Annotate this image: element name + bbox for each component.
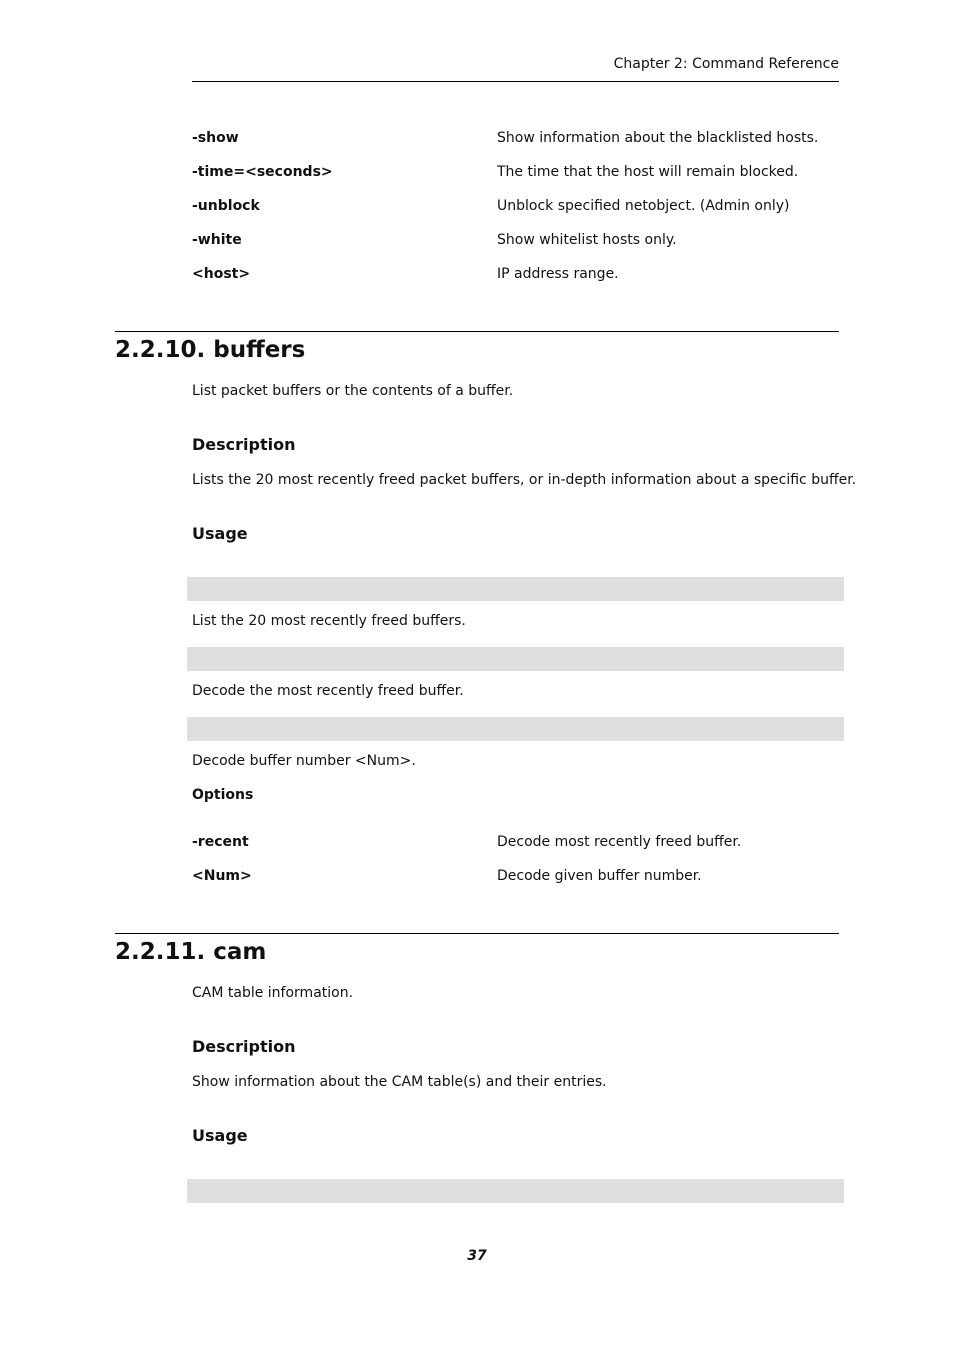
section-title-buffers: 2.2.10. buffers bbox=[115, 337, 306, 363]
buffers-summary: List packet buffers or the contents of a buffer. bbox=[192, 383, 514, 399]
option-description: Show whitelist hosts only. bbox=[497, 232, 677, 248]
option-description: The time that the host will remain blocked. bbox=[497, 164, 799, 180]
option-name: -show bbox=[192, 130, 239, 146]
page-number: 37 bbox=[467, 1248, 487, 1264]
cam-description-heading: Description bbox=[192, 1037, 296, 1056]
buffers-description: Lists the 20 most recently freed packet buffers, or in-depth information about a specific buffer. bbox=[192, 472, 857, 488]
section-divider bbox=[115, 331, 839, 332]
usage-code-block bbox=[187, 717, 844, 741]
buffers-description-heading: Description bbox=[192, 435, 296, 454]
option-name: <host> bbox=[192, 266, 251, 282]
option-description: IP address range. bbox=[497, 266, 619, 282]
option-name: -recent bbox=[192, 834, 249, 850]
option-description: Show information about the blacklisted hosts. bbox=[497, 130, 819, 146]
option-description: Decode most recently freed buffer. bbox=[497, 834, 742, 850]
usage-code-block bbox=[187, 1179, 844, 1203]
usage-code-block bbox=[187, 647, 844, 671]
usage-explanation: Decode the most recently freed buffer. bbox=[192, 683, 464, 699]
option-name: -white bbox=[192, 232, 242, 248]
option-name: -time=<seconds> bbox=[192, 164, 333, 180]
section-divider bbox=[115, 933, 839, 934]
section-title-cam: 2.2.11. cam bbox=[115, 939, 267, 965]
usage-explanation: List the 20 most recently freed buffers. bbox=[192, 613, 466, 629]
usage-explanation: Decode buffer number <Num>. bbox=[192, 753, 416, 769]
running-header bbox=[192, 55, 839, 82]
option-description: Unblock specified netobject. (Admin only) bbox=[497, 198, 790, 214]
cam-description: Show information about the CAM table(s) and their entries. bbox=[192, 1074, 607, 1090]
cam-summary: CAM table information. bbox=[192, 985, 354, 1001]
option-description: Decode given buffer number. bbox=[497, 868, 702, 884]
buffers-usage-heading: Usage bbox=[192, 524, 248, 543]
option-name: <Num> bbox=[192, 868, 252, 884]
cam-usage-heading: Usage bbox=[192, 1126, 248, 1145]
buffers-options-heading: Options bbox=[192, 787, 254, 803]
option-name: -unblock bbox=[192, 198, 260, 214]
running-header-title: Chapter 2: Command Reference bbox=[613, 56, 839, 72]
usage-code-block bbox=[187, 577, 844, 601]
